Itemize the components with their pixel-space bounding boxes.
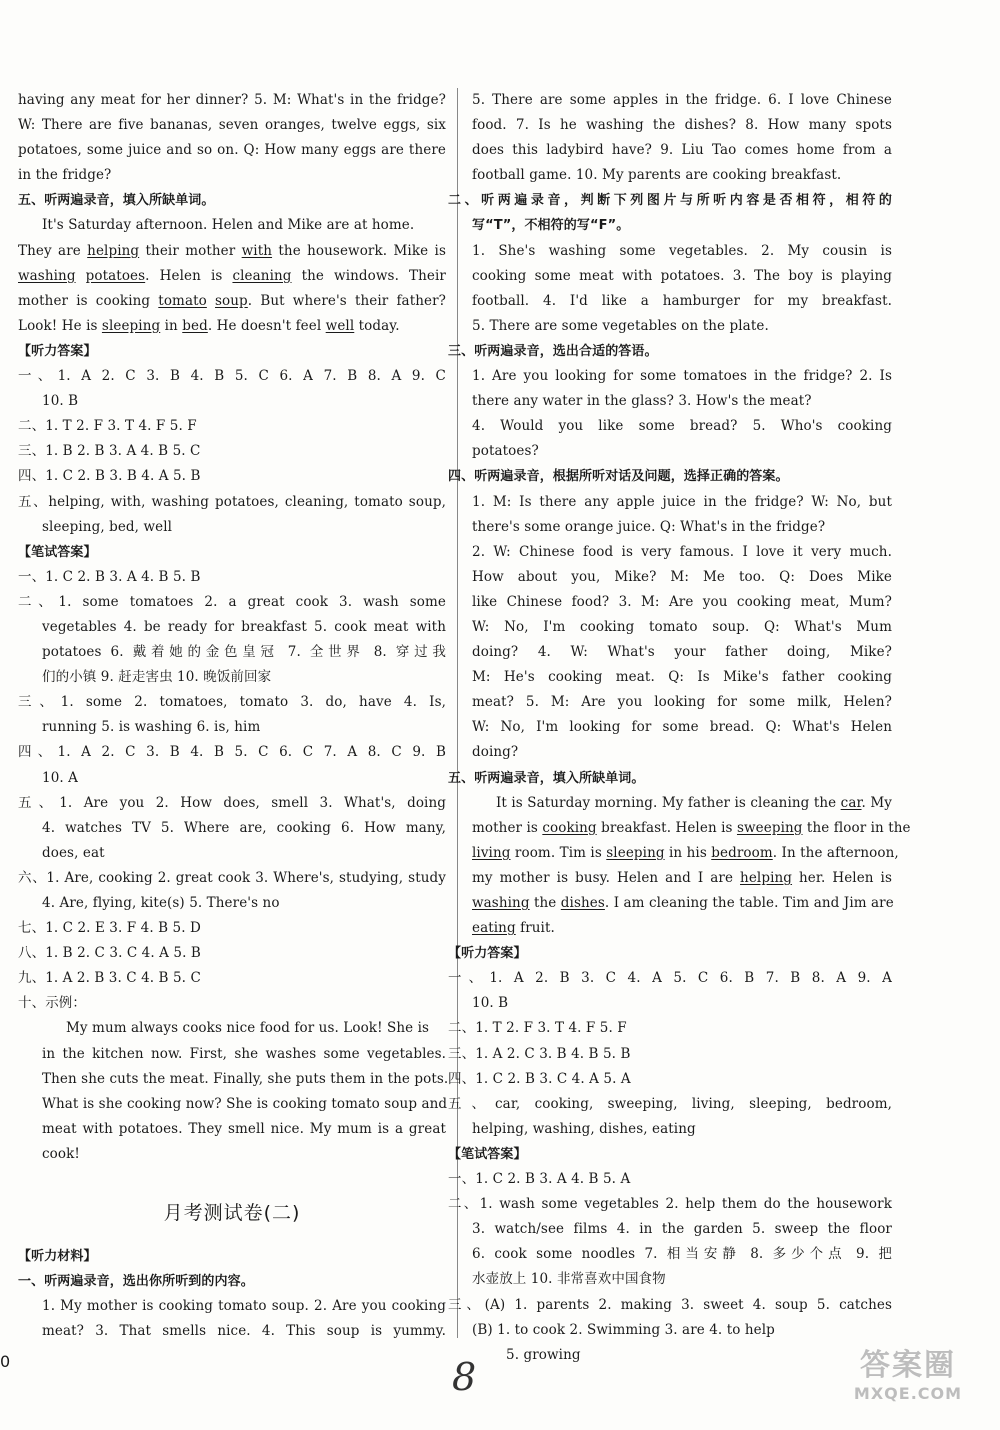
text-line: 1. M: Is there any apple juice in the fridge? W: No, but bbox=[472, 493, 892, 510]
blank-answer: bedroom bbox=[711, 844, 773, 861]
text-line: eating fruit. bbox=[472, 920, 555, 937]
answer-line: 一、1. C 2. B 3. A 4. B 5. B bbox=[18, 568, 201, 585]
answer-line: helping, washing, dishes, eating bbox=[472, 1120, 696, 1137]
answer-line: 九、1. A 2. B 3. C 4. B 5. C bbox=[18, 970, 201, 987]
text-line: like Chinese food? 3. M: Are you cooking meat, Mum? bbox=[472, 593, 892, 610]
answer-line: 一、1. A 2. B 3. C 4. A 5. C 6. B 7. B 8. A 9. A bbox=[448, 970, 892, 987]
answer-line: 10. B bbox=[42, 393, 79, 410]
essay-line: in the kitchen now. First, she washes some vegetables. bbox=[42, 1045, 446, 1062]
watermark-logo-text: 答案圈 bbox=[860, 1348, 956, 1383]
text-line: doing? bbox=[472, 744, 519, 761]
text-line: 1. My mother is cooking tomato soup. 2. Are you cooking bbox=[42, 1298, 446, 1315]
answer-line: 5. growing bbox=[506, 1346, 581, 1363]
text-line: does this ladybird have? 9. Liu Tao comes home from a bbox=[472, 142, 892, 159]
answer-line: 三、1. A 2. C 3. B 4. B 5. B bbox=[448, 1045, 631, 1062]
section-heading: 五、听两遍录音，填入所缺单词。 bbox=[448, 770, 645, 786]
text-line: 5. There are some vegetables on the plate. bbox=[472, 317, 769, 334]
watermark-site: MXQE.COM bbox=[853, 1384, 963, 1403]
blank-answer: living bbox=[472, 844, 511, 861]
answer-line: 四、1. C 2. B 3. C 4. A 5. A bbox=[448, 1070, 631, 1087]
section-heading: 四、听两遍录音，根据所听对话及问题，选择正确的答案。 bbox=[448, 469, 789, 485]
answer-line: 三、1. some 2. tomatoes, tomato 3. do, have 4. Is, bbox=[18, 694, 446, 711]
answer-line: 七、1. C 2. E 3. F 4. B 5. D bbox=[18, 920, 201, 937]
answer-line: vegetables 4. be ready for breakfast 5. cook meat with bbox=[42, 618, 446, 635]
text-line: football game. 10. My parents are cooking breakfast. bbox=[472, 167, 842, 184]
answer-line: 4. watches TV 5. Where are, cooking 6. How many, bbox=[42, 819, 446, 836]
text-line: doing? 4. W: What's your father doing, Mike? bbox=[472, 644, 892, 661]
section-heading: 【听力答案】 bbox=[18, 343, 97, 359]
answer-line: does, eat bbox=[42, 844, 105, 861]
text-line: potatoes? bbox=[472, 443, 539, 460]
section-heading: 【笔试答案】 bbox=[18, 544, 97, 560]
answer-line: 二、1. T 2. F 3. T 4. F 5. F bbox=[18, 418, 197, 435]
text-line: potatoes, some juice and so on. Q: How many eggs are there bbox=[18, 142, 446, 159]
blank-answer: dishes bbox=[560, 895, 605, 911]
text-line: living room. Tim is sleeping in his bedroom. In the afternoon, bbox=[472, 844, 899, 861]
blank-answer: car bbox=[840, 794, 862, 811]
text-line: my mother is busy. Helen and I are helping her. Helen is bbox=[472, 869, 893, 886]
left-column-bottom bbox=[18, 1244, 446, 1344]
answer-line: potatoes 6. 戴着她的金色皇冠 7. 全世界 8. 穿过我 bbox=[42, 644, 446, 661]
blank-answer: well bbox=[325, 317, 355, 334]
blank-answer: helping bbox=[740, 869, 793, 886]
text-line: 2. W: Chinese food is very famous. I love it very much. bbox=[472, 543, 892, 560]
answer-line: 一、1. C 2. B 3. A 4. B 5. A bbox=[448, 1171, 631, 1188]
text-line: W: No, I'm looking for some bread. Q: What's Helen bbox=[472, 719, 892, 736]
answer-line: 六、1. Are, cooking 2. great cook 3. Where's, studying, study bbox=[18, 869, 446, 886]
blank-answer: cleaning bbox=[232, 267, 292, 284]
answer-line: 四、1. C 2. B 3. B 4. A 5. B bbox=[18, 468, 201, 485]
text-line: mother is cooking tomato soup. But where's their father? bbox=[18, 292, 447, 309]
section-heading: 【听力答案】 bbox=[448, 946, 527, 962]
text-line: How about you, Mike? M: Me too. Q: Does Mike bbox=[472, 568, 892, 585]
text-line: washing the dishes. I am cleaning the table. Tim and Jim are bbox=[472, 895, 894, 911]
answer-line: 10. A bbox=[42, 769, 79, 786]
essay-line: My mum always cooks nice food for us. Look! She is bbox=[66, 1020, 430, 1037]
text-line: 4. Would you like some bread? 5. Who's cooking bbox=[472, 418, 892, 435]
page-number: 0 bbox=[0, 1352, 11, 1371]
answer-line: 四、1. A 2. C 3. B 4. B 5. C 6. C 7. A 8. C 9. B bbox=[18, 744, 446, 761]
blank-answer: tomato bbox=[158, 292, 207, 309]
blank-answer: washing bbox=[18, 267, 76, 284]
answer-line: 八、1. B 2. C 3. C 4. A 5. B bbox=[18, 945, 201, 962]
text-line: It's Saturday afternoon. Helen and Mike are at home. bbox=[42, 217, 415, 234]
blank-answer: sweeping bbox=[736, 819, 803, 836]
blank-answer: soup bbox=[215, 292, 248, 309]
text-line: meat? 5. M: Are you looking for some milk, Helen? bbox=[472, 694, 892, 711]
answer-line: 二、1. wash some vegetables 2. help them do the housework bbox=[448, 1196, 892, 1213]
text-line: 1. Are you looking for some tomatoes in the fridge? 2. Is bbox=[472, 368, 892, 385]
answer-line: 三、1. B 2. B 3. A 4. B 5. C bbox=[18, 443, 201, 460]
section-heading: 【听力材料】 bbox=[18, 1249, 97, 1264]
text-line: meat? 3. That smells nice. 4. This soup is yummy. bbox=[42, 1323, 446, 1340]
text-line: It is Saturday morning. My father is cleaning the car. My bbox=[496, 794, 892, 811]
blank-answer: bed bbox=[182, 317, 208, 334]
essay-line: cook! bbox=[42, 1145, 80, 1162]
text-line: washing potatoes. Helen is cleaning the windows. Their bbox=[18, 267, 446, 284]
section-heading: 三、听两遍录音，选出合适的答语。 bbox=[448, 343, 658, 359]
watermark-logo bbox=[828, 1340, 988, 1412]
section-heading: 一、听两遍录音，选出你所听到的内容。 bbox=[18, 1274, 254, 1290]
answer-line: 3. watch/see films 4. in the garden 5. sweep the floor bbox=[472, 1221, 892, 1238]
answer-line: running 5. is washing 6. is, him bbox=[42, 719, 261, 736]
blank-answer: cooking bbox=[542, 819, 597, 836]
answer-line: 二、1. T 2. F 3. T 4. F 5. F bbox=[448, 1020, 627, 1037]
answer-line: 二、1. some tomatoes 2. a great cook 3. wash some bbox=[18, 593, 446, 610]
answer-line: 五、car, cooking, sweeping, living, sleeping, bedroom, bbox=[448, 1095, 892, 1112]
answer-line: 水壶放上 10. 非常喜欢中国食物 bbox=[472, 1271, 666, 1288]
answer-line: 6. cook some noodles 7. 相当安静 8. 多少个点 9. 把 bbox=[472, 1246, 892, 1263]
essay-line: meat with potatoes. They smell nice. My mum is a great bbox=[42, 1120, 446, 1137]
handwritten-mark: 8 bbox=[452, 1355, 477, 1399]
section-heading: 【笔试答案】 bbox=[448, 1146, 527, 1162]
answer-line: 五、1. Are you 2. How does, smell 3. What's, doing bbox=[18, 794, 446, 811]
text-line: W: No, I'm cooking tomato soup. Q: What's Mum bbox=[472, 618, 892, 635]
section-heading: 五、听两遍录音，填入所缺单词。 bbox=[18, 193, 215, 209]
text-line: there's some orange juice. Q: What's in the fridge? bbox=[472, 518, 826, 535]
answer-line: 们的小镇 9. 赶走害虫 10. 晚饭前回家 bbox=[42, 669, 272, 686]
blank-answer: washing bbox=[472, 895, 530, 911]
answer-line: 10. B bbox=[472, 995, 509, 1012]
text-line: 5. There are some apples in the fridge. 6. I love Chinese bbox=[472, 92, 892, 108]
answer-line: 三、(A) 1. parents 2. making 3. sweet 4. soup 5. catches bbox=[448, 1296, 892, 1313]
answer-line: 五、helping, with, washing potatoes, cleaning, tomato soup, bbox=[18, 493, 446, 510]
left-column bbox=[18, 88, 449, 1167]
text-line: having any meat for her dinner? 5. M: What's in the fridge? bbox=[18, 92, 446, 108]
section-title: 月考测试卷(二) bbox=[163, 1202, 301, 1224]
text-line: W: There are five bananas, seven oranges, twelve eggs, six bbox=[18, 117, 446, 134]
text-line: football. 4. I'd like a hamburger for my breakfast. bbox=[472, 292, 892, 309]
blank-answer: potatoes bbox=[85, 267, 146, 284]
blank-answer: with bbox=[241, 242, 273, 259]
text-line: cooking some meat with potatoes. 3. The boy is playing bbox=[472, 267, 892, 284]
essay-line: What is she cooking now? She is cooking tomato soup and bbox=[42, 1095, 448, 1112]
text-line: there any water in the glass? 3. How's the meat? bbox=[472, 393, 812, 410]
text-line: 1. She's washing some vegetables. 2. My cousin is bbox=[472, 242, 892, 259]
answer-line: 一、1. A 2. C 3. B 4. B 5. C 6. A 7. B 8. A 9. C bbox=[18, 368, 446, 385]
blank-answer: eating bbox=[472, 920, 516, 937]
answer-line: sleeping, bed, well bbox=[42, 518, 173, 535]
essay-line: Then she cuts the meat. Finally, she puts them in the pots. bbox=[42, 1070, 449, 1087]
section-heading: 二、听两遍录音，判断下列图片与所听内容是否相符，相符的 bbox=[448, 193, 892, 209]
blank-answer: helping bbox=[87, 242, 140, 259]
blank-answer: sleeping bbox=[606, 844, 665, 861]
text-line: They are helping their mother with the housework. Mike is bbox=[18, 242, 446, 259]
text-line: Look! He is sleeping in bed. He doesn't feel well today. bbox=[18, 317, 400, 334]
answer-line: 十、示例： bbox=[18, 995, 86, 1012]
section-heading: 写“T”，不相符的写“F”。 bbox=[472, 218, 630, 234]
answer-line: 4. Are, flying, kite(s) 5. There's no bbox=[42, 895, 280, 911]
right-column bbox=[448, 88, 911, 1368]
text-line: food. 7. Is he washing the dishes? 8. How many spots bbox=[472, 117, 892, 134]
text-line: mother is cooking breakfast. Helen is sweeping the floor in the bbox=[472, 819, 911, 836]
text-line: in the fridge? bbox=[18, 167, 112, 184]
blank-answer: sleeping bbox=[101, 317, 161, 334]
answer-line: (B) 1. to cook 2. Swimming 3. are 4. to help bbox=[472, 1321, 775, 1338]
text-line: M: He's cooking meat. Q: Is Mike's father cooking bbox=[472, 669, 892, 686]
